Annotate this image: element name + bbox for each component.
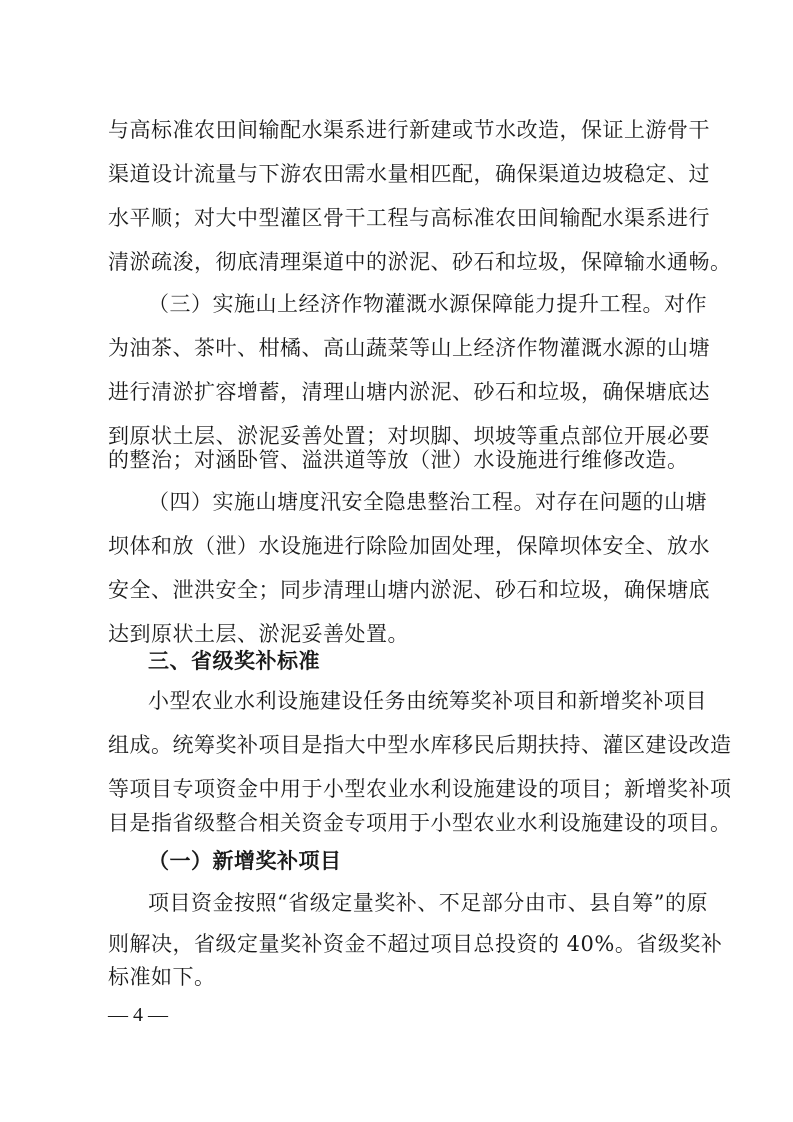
paragraph-line: 项目资金按照“省级定量奖补、不足部分由市、县自筹”的原 <box>148 891 708 915</box>
subsection-heading: （一）新增奖补项目 <box>148 849 342 873</box>
page-number: — 4 — <box>108 1004 168 1026</box>
paragraph-line: 则解决，省级定量奖补资金不超过项目总投资的 40%。省级奖补 <box>108 932 723 956</box>
paragraph-line: 水平顺；对大中型灌区骨干工程与高标准农田间输配水渠系进行 <box>108 206 710 230</box>
paragraph-line: 组成。统筹奖补项目是指大中型水库移民后期扶持、灌区建设改造 <box>108 733 732 757</box>
paragraph-line: 为油茶、茶叶、柑橘、高山蔬菜等山上经济作物灌溉水源的山塘 <box>108 336 710 360</box>
paragraph-line: 清淤疏浚，彻底清理渠道中的淤泥、砂石和垃圾，保障输水通畅。 <box>108 250 732 274</box>
paragraph-line: 的整治；对涵卧管、溢洪道等放（泄）水设施进行维修改造。 <box>108 448 689 472</box>
paragraph-line: 进行清淤扩容增蓄，清理山塘内淤泥、砂石和垃圾，确保塘底达 <box>108 380 710 404</box>
paragraph-line: 与高标准农田间输配水渠系进行新建或节水改造，保证上游骨干 <box>108 118 710 142</box>
paragraph-line: （三）实施山上经济作物灌溉水源保障能力提升工程。对作 <box>148 292 707 316</box>
paragraph-line: 标准如下。 <box>108 965 216 989</box>
section-heading: 三、省级奖补标准 <box>148 649 320 673</box>
paragraph-line: 达到原状土层、淤泥妥善处置。 <box>108 622 409 646</box>
paragraph-line: 安全、泄洪安全；同步清理山塘内淤泥、砂石和垃圾，确保塘底 <box>108 578 710 602</box>
paragraph-line: 等项目专项资金中用于小型农业水利设施建设的项目；新增奖补项 <box>108 777 732 801</box>
paragraph-line: 到原状土层、淤泥妥善处置；对坝脚、坝坡等重点部位开展必要 <box>108 424 710 448</box>
paragraph-line: 坝体和放（泄）水设施进行除险加固处理，保障坝体安全、放水 <box>108 534 710 558</box>
paragraph-line: 渠道设计流量与下游农田需水量相匹配，确保渠道边坡稳定、过 <box>108 162 710 186</box>
paragraph-line: （四）实施山塘度汛安全隐患整治工程。对存在问题的山塘 <box>148 490 707 514</box>
paragraph-line: 目是指省级整合相关资金专项用于小型农业水利设施建设的项目。 <box>108 811 732 835</box>
paragraph-line: 小型农业水利设施建设任务由统筹奖补项目和新增奖补项目 <box>148 689 707 713</box>
